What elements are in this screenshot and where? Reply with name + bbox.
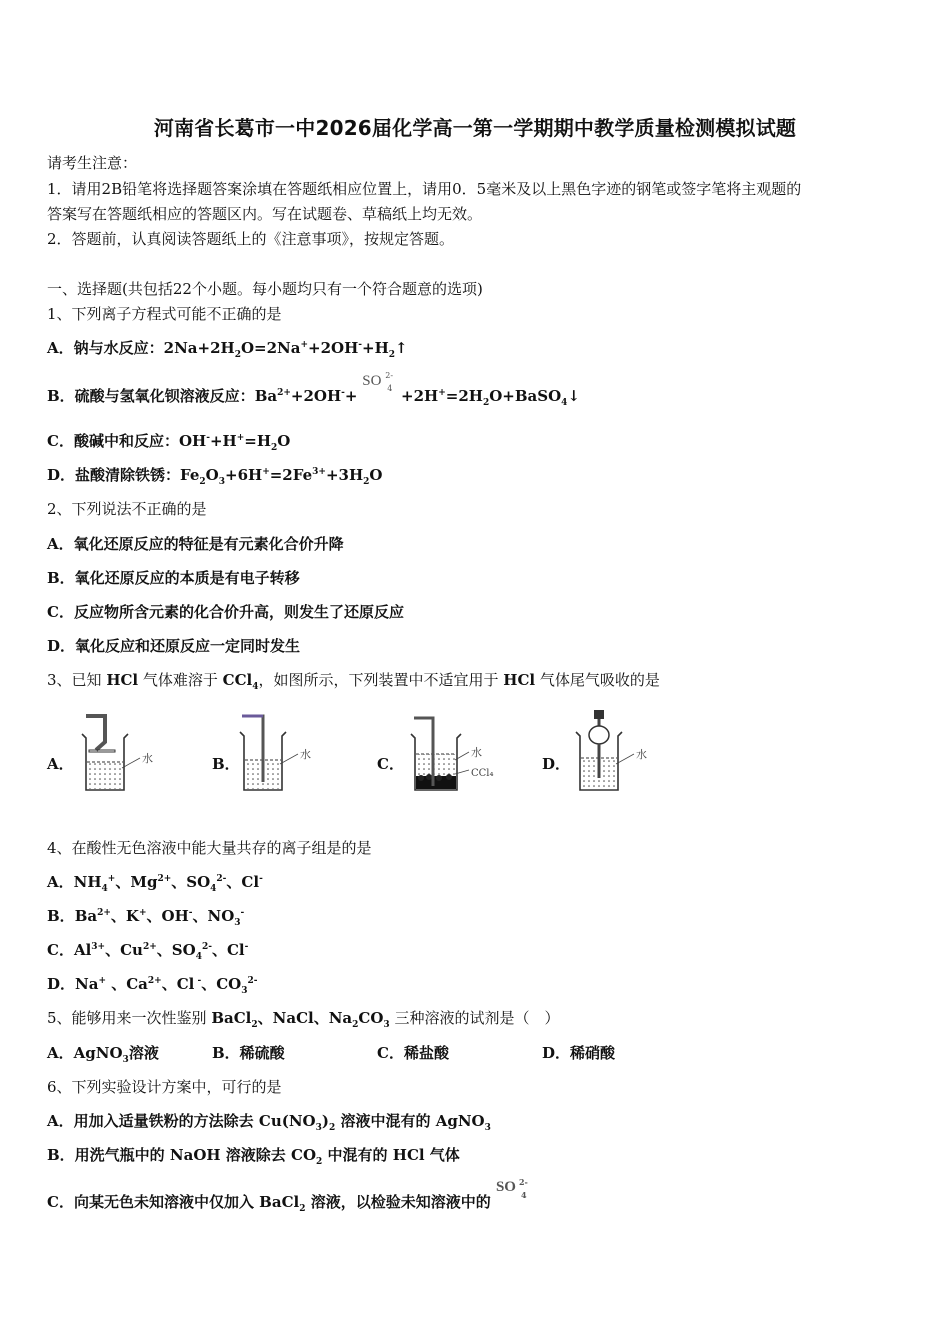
q5-option-b: B．稀硫酸 [212, 1044, 285, 1062]
q1-option-c: C．酸碱中和反应：$OH^-+H^+=H_2O$ [47, 432, 291, 453]
sulfate-ion-formula: SO 2- 4 [495, 1177, 528, 1200]
q6-option-b: B．用洗气瓶中的 NaOH 溶液除去 $CO_2$ 中混有的 HCl 气体 [47, 1146, 460, 1167]
q2-option-b: B．氧化还原反应的本质是有电子转移 [47, 569, 300, 587]
q4-option-a: A．$NH_4^+$、$Mg^{2+}$、$SO_4^{2-}$、Cl- [47, 873, 263, 894]
q5-option-c: C．稀盐酸 [377, 1044, 449, 1062]
q4-stem: 4、在酸性无色溶液中能大量共存的离子组是的是 [47, 839, 372, 857]
apparatus-d-figure [572, 704, 662, 796]
apparatus-b-figure [236, 712, 326, 796]
q4-option-b: B．$Ba^{2+}$、K+、OH-、$NO_3^-$ [47, 907, 245, 928]
q5-option-a: A．AgNO$_3$溶液 [47, 1044, 159, 1065]
q6-option-c: C．向某无色未知溶液中仅加入 BaCl$_2$ 溶液，以检验未知溶液中的 SO 2- 4 [47, 1189, 530, 1212]
q3-stem: 3、已知 HCl 气体难溶于 CCl$_4$，如图所示，下列装置中不适宜用于 HCl 气体尾气吸收的是 [47, 671, 660, 692]
apparatus-c-figure [407, 712, 507, 796]
water-label: 水 [142, 752, 153, 765]
q5-option-d: D．稀硝酸 [542, 1044, 616, 1062]
q4-option-d: D．Na+ 、$Ca^{2+}$、Cl -、$CO_3^{2-}$ [47, 975, 258, 996]
q1-stem: 1、下列离子方程式可能不正确的是 [47, 305, 282, 323]
notice-line-1b: 答案写在答题纸相应的答题区内。写在试题卷、草稿纸上均无效。 [47, 205, 483, 223]
q1-option-d: D．盐酸清除铁锈：$Fe_2O_3+6H^+=2Fe^{3+}+3H_2O$ [47, 466, 383, 487]
notice-line-2: 2．答题前，认真阅读答题纸上的《注意事项》，按规定答题。 [47, 230, 455, 248]
water-label: 水 [471, 746, 482, 759]
page-title: 河南省长葛市一中2026届化学高一第一学期期中教学质量检测模拟试题 [153, 116, 797, 140]
q1-option-b: B．硫酸与氢氧化钡溶液反应：$Ba^{2+}+2OH^-+$ SO 2- 4 $+2H^+=2H_2O+BaSO_4↓$ [47, 371, 581, 408]
q6-option-a: A．用加入适量铁粉的方法除去 $Cu(NO_3)_2$ 溶液中混有的 AgNO$_3$ [47, 1112, 491, 1133]
ccl4-label: CCl₄ [471, 768, 494, 779]
notice-line-1: 1．请用2B铅笔将选择题答案涂填在答题纸相应位置上，请用0．5毫米及以上黑色字迹的钢笔或签字笔将主观题的 [47, 180, 802, 198]
q2-option-a: A．氧化还原反应的特征是有元素化合价升降 [47, 535, 344, 553]
q3-label-b: B． [212, 755, 240, 773]
q3-label-c: C． [377, 755, 404, 773]
q6-stem: 6、下列实验设计方案中，可行的是 [47, 1078, 282, 1096]
section-heading: 一、选择题(共包括22个小题。每小题均只有一个符合题意的选项) [47, 280, 483, 298]
q3-label-a: A． [47, 755, 74, 773]
sulfate-ion-formula: SO 2- 4 [362, 371, 394, 393]
apparatus-a-figure [78, 712, 168, 796]
notice-heading: 请考生注意： [47, 154, 138, 172]
q5-stem: 5、能够用来一次性鉴别 BaCl$_2$、NaCl、$Na_2CO_3$ 三种溶液的试剂是（ ） [47, 1009, 560, 1030]
q3-label-d: D． [542, 755, 571, 773]
water-label: 水 [300, 748, 311, 761]
q4-option-c: C．$Al^{3+}$、$Cu^{2+}$、$SO_4^{2-}$、Cl- [47, 941, 249, 962]
q2-option-c: C．反应物所含元素的化合价升高，则发生了还原反应 [47, 603, 404, 621]
water-label: 水 [636, 748, 647, 761]
q2-option-d: D．氧化反应和还原反应一定同时发生 [47, 637, 301, 655]
q2-stem: 2、下列说法不正确的是 [47, 500, 207, 518]
q1-option-a: A．钠与水反应：$2Na+2H_2O=2Na^++2OH^-+H_2↑$ [47, 339, 408, 360]
